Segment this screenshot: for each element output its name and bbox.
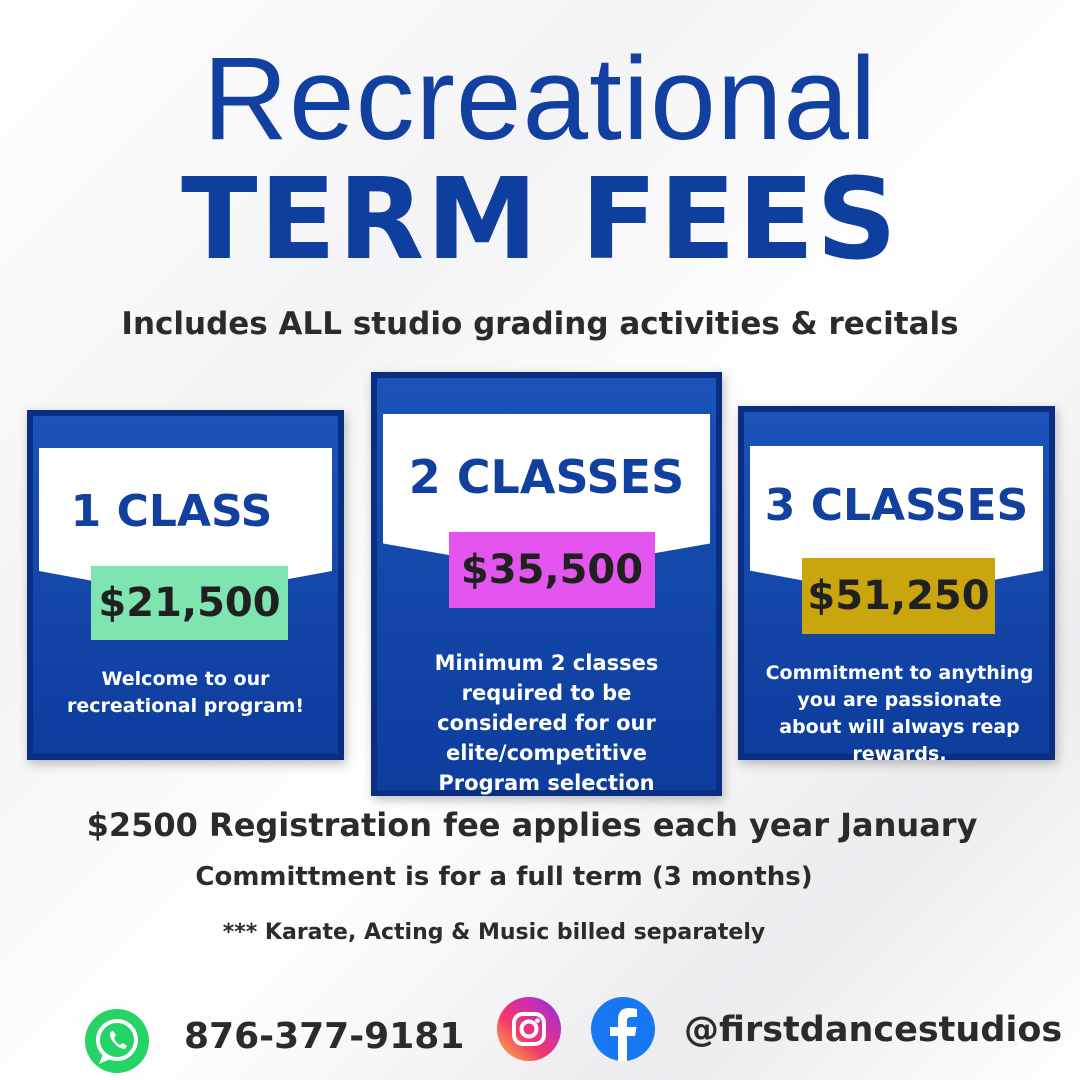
plan-card-1-class	[27, 410, 344, 760]
plan-description: Welcome to our recreational program!	[67, 668, 304, 717]
plan-price: $21,500	[91, 566, 288, 640]
title-term-fees: TERM FEES	[181, 155, 899, 285]
facebook-icon[interactable]	[589, 995, 657, 1063]
phone-number[interactable]: 876-377-9181	[184, 1016, 465, 1057]
commitment-note: Committment is for a full term (3 months)	[195, 862, 813, 892]
plan-price: $35,500	[449, 532, 655, 608]
plan-card-3-classes	[738, 406, 1055, 765]
subtitle: Includes ALL studio grading activities & recitals	[121, 306, 959, 342]
registration-fee-note: $2500 Registration fee applies each year January	[86, 806, 978, 844]
plan-title: 1 CLASS	[70, 486, 273, 537]
plan-title: 3 CLASSES	[764, 480, 1029, 531]
title-recreational: Recreational	[202, 33, 878, 165]
plan-card-2-classes	[371, 372, 722, 796]
plan-title: 2 CLASSES	[408, 450, 685, 504]
plan-price: $51,250	[802, 558, 995, 634]
social-handle[interactable]: @firstdancestudios	[684, 1010, 1063, 1050]
plan-description: Commitment to anything you are passionate about will always reap rewards.	[765, 662, 1034, 765]
instagram-icon[interactable]	[495, 995, 563, 1063]
billing-note: *** Karate, Acting & Music billed separately	[222, 920, 766, 945]
whatsapp-icon[interactable]	[83, 1007, 151, 1075]
plan-description: Minimum 2 classes required to be considered for our elite/competitive Program selection	[434, 651, 659, 795]
